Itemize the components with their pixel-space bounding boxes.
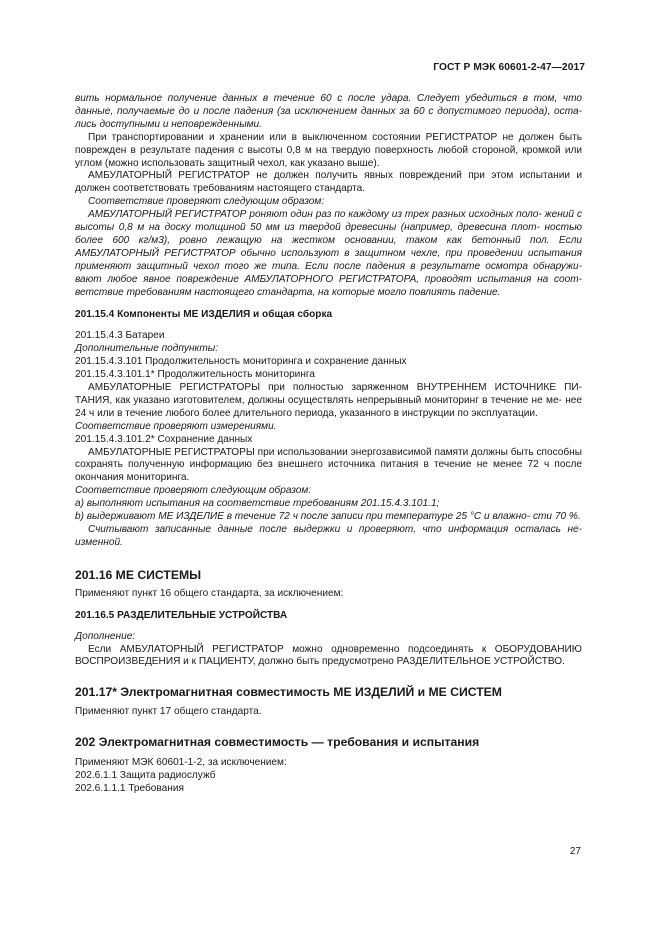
paragraph: Применяют пункт 17 общего стандарта. xyxy=(75,706,262,718)
subclause-title: 201.15.4.3 Батареи xyxy=(75,330,165,342)
paragraph: АМБУЛАТОРНЫЙ РЕГИСТРАТОР не должен получить явных повреждений при этом испытании и должен соответствовать требованиям настоящего стандарта. xyxy=(75,170,582,195)
list-item: b) выдерживают МЕ ИЗДЕЛИЕ в течение 72 ч после записи при температуре 25 °С и влажно- сти 70 %. xyxy=(75,511,581,523)
subclause-title: 201.15.4.3.101.2* Сохранение данных xyxy=(75,433,253,445)
paragraph: При транспортировании и хранении или в выключенном состоянии РЕГИСТРАТОР не должен быть поврежден в результате падения с высоты 0,8 м на твердую поверхность любой стороной, кромкой или углом (можно использовать защитный чехол, как указано выше). xyxy=(75,131,582,169)
paragraph: Соответствие проверяют следующим образом: xyxy=(75,485,312,497)
clause-heading: 201.15.4 Компоненты МЕ ИЗДЕЛИЯ и общая сборка xyxy=(75,308,333,320)
subclause-title: 201.15.4.3.101 Продолжительность мониторинга и сохранение данных xyxy=(75,356,407,368)
paragraph: Если АМБУЛАТОРНЫЙ РЕГИСТРАТОР можно одновременно подсоединять к ОБОРУДОВАНИЮ ВОСПРОИЗВЕДЕНИЯ и к ПАЦИЕНТУ, должно быть предусмотрено РАЗДЕЛИТЕЛЬНОЕ УСТРОЙСТВО. xyxy=(75,643,582,668)
subclause-title: 202.6.1.1 Защита радиослужб xyxy=(75,770,216,782)
paragraph: Считывают записанные данные после выдержки и проверяют, что информация осталась не- изменной. xyxy=(75,524,582,548)
paragraph: Дополнение: xyxy=(75,630,136,642)
paragraph: Дополнительные подпункты: xyxy=(75,343,219,355)
paragraph: АМБУЛАТОРНЫЕ РЕГИСТРАТОРЫ при использовании энергозависимой памяти должны быть способны сохранять полученную информацию без внешнего источника питания в течение не менее 72 ч после окончания мониторинга. xyxy=(75,446,582,484)
subclause-title: 202.6.1.1.1 Требования xyxy=(75,783,184,795)
running-header: ГОСТ Р МЭК 60601-2-47—2017 xyxy=(433,62,585,73)
paragraph: Соответствие проверяют измерениями. xyxy=(75,420,277,432)
paragraph: Применяют пункт 16 общего стандарта, за исключением: xyxy=(75,587,344,599)
paragraph: Соответствие проверяют следующим образом: xyxy=(88,196,325,208)
page-body xyxy=(75,93,582,796)
section-heading: 202 Электромагнитная совместимость — требования и испытания xyxy=(75,735,480,750)
paragraph: АМБУЛАТОРНЫЙ РЕГИСТРАТОР роняют один раз по каждому из трех разных исходных поло- жений с высоты 0,8 м на доску толщиной 50 мм из твердой древесины (например, древесина плот- ностью более 600 кг/м3), ровно лежащую на жестком основании, таком как бетонный пол. Если АМБУЛАТОРНЫЙ РЕГИСТРАТОР обычно используют в защитном чехле, при проведении испытания применяют защитный чехол того же типа. Если после падения в результате осмотра обнаружи- вают любое явное повреждение АМБУЛАТОРНОГО РЕГИСТРАТОРА, проводят испытания на соот- ветствие требованиям настоящего стандарта, на которые могло повлиять падение. xyxy=(75,209,582,298)
section-heading: 201.16 МЕ СИСТЕМЫ xyxy=(75,567,202,582)
subclause-title: 201.15.4.3.101.1* Продолжительность мониторинга xyxy=(75,369,315,381)
paragraph: вить нормальное получение данных в течение 60 с после удара. Следует убедиться в том, что данные, получаемые до и после падения (за исключением данных за 60 с допустимого периода), оста- лись доступными и неповрежденными. xyxy=(75,93,582,130)
list-item: а) выполняют испытания на соответствие требованиям 201.15.4.3.101.1; xyxy=(75,498,440,510)
clause-heading: 201.16.5 РАЗДЕЛИТЕЛЬНЫЕ УСТРОЙСТВА xyxy=(75,609,288,621)
page-number: 27 xyxy=(569,846,581,857)
paragraph: АМБУЛАТОРНЫЕ РЕГИСТРАТОРЫ при полностью заряженном ВНУТРЕННЕМ ИСТОЧНИКЕ ПИ- ТАНИЯ, как указано изготовителем, должны осуществлять непрерывный мониторинг в течение не ме- нее 24 ч или в течение любого более длительного периода, указанного в инструкции по эксплуатации. xyxy=(75,382,582,419)
paragraph: Применяют МЭК 60601-1-2, за исключением: xyxy=(75,757,287,769)
section-heading: 201.17* Электромагнитная совместимость МЕ ИЗДЕЛИЙ и МЕ СИСТЕМ xyxy=(75,685,502,700)
